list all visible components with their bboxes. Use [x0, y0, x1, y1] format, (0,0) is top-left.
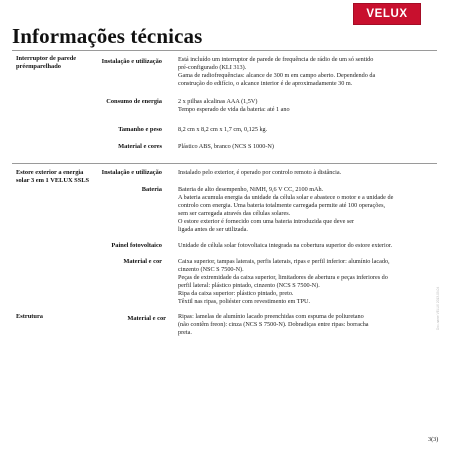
value-line: A bateria acumula energia da unidade da célula solar e abastece o motor e a unidade de [178, 193, 394, 201]
value-line: Unidade de célula solar fotovoltaica integrada na cobertura superior do estore exterior. [178, 242, 393, 249]
row-label-material-colours: Material e cores [118, 143, 162, 150]
value-line: perfil lateral: plástico pintado, cinzento (NCS S 7500-N). [178, 281, 320, 289]
value-line: Peças de extremidade da caixa superior, limitadores de abertura e peças inferiores do [178, 273, 388, 281]
value-line: Bateria de alto desempenho, NiMH, 9,6 V CC, 2100 mAh. [178, 186, 324, 193]
velux-logo [353, 3, 421, 25]
value-line: Plástico ABS, branco (NCS S 1000-N) [178, 143, 274, 150]
value-line: Está incluído um interruptor de parede de frequência de rádio de um só sentido [178, 56, 374, 63]
row-label-solar-panel: Painel fotovoltaico [111, 242, 162, 249]
value-line: pré-configurado (KLI 313). [178, 63, 247, 71]
row-value-power-consumption [178, 98, 440, 114]
row-value-material-colour [178, 258, 440, 305]
logo-text: VELUX [366, 8, 408, 20]
value-line: preta. [178, 328, 192, 336]
row-value-solar-panel [178, 242, 440, 250]
row-label-battery: Bateria [141, 186, 162, 193]
page-title: Informações técnicas [12, 24, 203, 48]
value-line: Caixa superior, tampas laterais, perfis laterais, ripas e perfil inferior: alumínio lacado, [178, 258, 390, 265]
value-line: Ripa da caixa superior: plástico pintado, preto. [178, 289, 294, 297]
value-line: O estore exterior é fornecido com uma bateria introduzida que deve ser [178, 217, 355, 225]
row-value-size-weight [178, 126, 440, 134]
value-line: Ripas: lamelas de alumínio lacado preenchidas com espuma de poliuretano [178, 313, 364, 320]
row-label-power-consumption: Consumo de energia [106, 98, 162, 105]
row-label-size-weight: Tamanho e peso [118, 126, 162, 133]
row-value-installation [178, 56, 440, 88]
row-label-installation: Instalação e utilização [101, 169, 162, 176]
value-line: controlo com energia. Uma bateria totalmente carregada permite até 100 operações, [178, 201, 386, 209]
section-label-wall-switch: Interruptor de parede préemparelhado [16, 55, 77, 70]
value-line: Gama de radiofrequências: alcance de 300 m em campo aberto. Dependendo da [178, 71, 376, 79]
value-line: Instalado pelo exterior, é operado por controlo remoto à distância. [178, 169, 342, 176]
value-line: Têxtil nas ripas, poliéster com revestimento em TPU. [178, 297, 311, 305]
document-code: Doc-name VELUX 2013-09-04 [436, 286, 440, 330]
row-value-material-colour [178, 313, 440, 337]
value-line: (não contêm freon): cinza (NCS S 7500-N). Dobradiças entre ripas: borracha [178, 320, 369, 328]
value-line: sem ser carregada através das células solares. [178, 209, 291, 217]
value-line: cinzento (NSC S 7500-N). [178, 265, 244, 273]
row-label-material-colour: Material e cor [127, 315, 166, 322]
row-value-installation [178, 169, 440, 177]
page-number: 3(3) [428, 436, 439, 443]
value-line: Tempo esperado de vida da bateria: até 1 ano [178, 105, 290, 113]
section-label-solar-blind: Estore exterior a energia solar 3 em 1 VELUX SSLS [16, 169, 90, 184]
value-line: 8,2 cm x 8,2 cm x 1,7 cm, 0,125 kg. [178, 126, 268, 133]
value-line: ligada antes de ser utilizada. [178, 225, 248, 233]
row-value-battery [178, 186, 440, 233]
value-line: construção do edifício, o alcance interior é de aproximadamente 30 m. [178, 79, 353, 87]
section-label-structure: Estrutura [16, 313, 43, 320]
row-value-material-colours [178, 143, 440, 151]
row-label-material-colour: Material e cor [123, 258, 162, 265]
value-line: 2 x pilhas alcalinas AAA (1,5V) [178, 98, 258, 105]
section-divider [12, 163, 437, 164]
row-label-installation: Instalação e utilização [101, 58, 162, 65]
title-divider [12, 50, 437, 51]
